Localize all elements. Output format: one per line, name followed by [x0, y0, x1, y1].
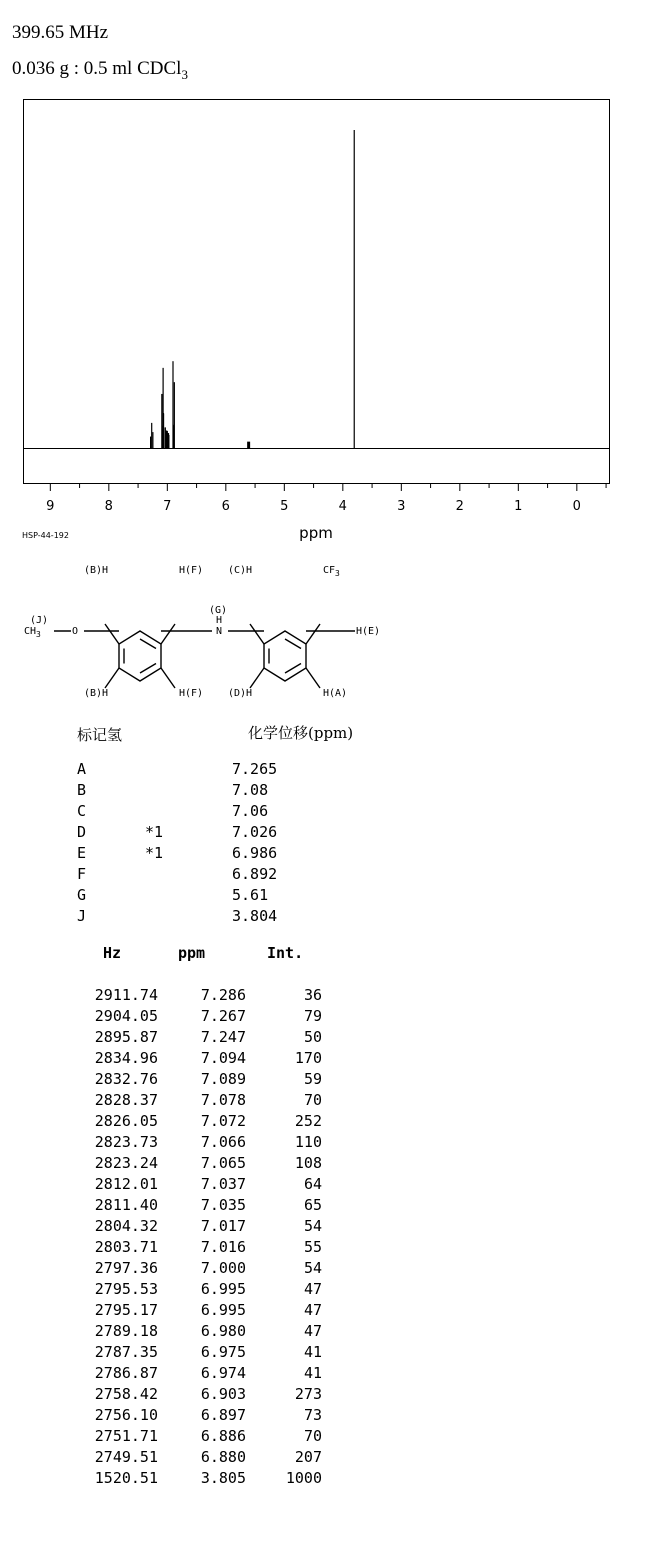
peak-ppm: 7.247	[200, 1028, 246, 1046]
peak-int: 50	[303, 1028, 322, 1046]
peak-ppm: 6.974	[200, 1364, 246, 1382]
peak-int: 47	[303, 1301, 322, 1319]
assignment-label: D	[77, 823, 87, 841]
assignment-note: *1	[145, 823, 164, 841]
x-tick-label: 3	[397, 499, 406, 514]
peak-ppm: 7.065	[200, 1154, 246, 1172]
assignment-shift: 6.986	[232, 844, 278, 862]
peak-ppm: 7.016	[200, 1238, 246, 1256]
cf3-subscript: 3	[335, 569, 340, 578]
peak-col-hz-header: Hz	[103, 944, 122, 962]
bh-bot-bond	[105, 668, 119, 688]
peak-ppm: 7.286	[200, 986, 246, 1004]
label-bh-bot: (B)H	[84, 688, 109, 699]
peak-ppm: 7.094	[200, 1049, 246, 1067]
peak-ppm: 7.017	[200, 1217, 246, 1235]
right-ring-double-1	[285, 639, 301, 649]
peak-hz: 2804.32	[94, 1217, 158, 1235]
assignment-col2-header: 化学位移(ppm)	[248, 724, 354, 742]
label-n: N	[216, 626, 223, 637]
assignment-shift: 7.06	[232, 802, 269, 820]
x-axis-ticks	[46, 484, 606, 514]
peak-int: 79	[303, 1007, 322, 1025]
assignment-label: C	[77, 802, 87, 820]
peak-hz: 1520.51	[94, 1469, 158, 1487]
peak-hz: 2786.87	[94, 1364, 158, 1382]
assignment-note: *1	[145, 844, 164, 862]
peak-int: 54	[303, 1217, 322, 1235]
peak-ppm: 7.066	[200, 1133, 246, 1151]
peak-ppm: 3.805	[200, 1469, 246, 1487]
peak-int: 55	[303, 1238, 322, 1256]
cf3-text: CF	[323, 565, 336, 576]
label-o: O	[72, 626, 79, 637]
ch3-subscript: 3	[36, 630, 41, 639]
x-tick-label: 5	[280, 499, 289, 514]
peak-hz: 2756.10	[94, 1406, 158, 1424]
ch-top-bond	[250, 624, 264, 644]
peak-hz: 2795.17	[94, 1301, 158, 1319]
x-tick-label: 6	[221, 499, 230, 514]
bonds	[54, 624, 355, 688]
x-tick-label: 0	[572, 499, 581, 514]
assignment-label: F	[77, 865, 87, 883]
hf-bot-bond	[161, 668, 175, 688]
peak-int: 47	[303, 1322, 322, 1340]
assignment-shift: 5.61	[232, 886, 269, 904]
bh-top-bond	[105, 624, 119, 644]
assignment-label: B	[77, 781, 87, 799]
peak-int: 59	[303, 1070, 322, 1088]
right-ring-double-2	[285, 664, 301, 674]
peak-ppm: 7.037	[200, 1175, 246, 1193]
x-tick-label: 7	[163, 499, 172, 514]
label-he: H(E)	[356, 626, 381, 637]
hf-top-bond	[161, 624, 175, 644]
assignment-shift: 7.265	[232, 760, 278, 778]
peak-col-ppm-header: ppm	[178, 944, 206, 962]
peak-lines	[151, 130, 355, 448]
peak-ppm: 7.089	[200, 1070, 246, 1088]
label-ch3	[24, 626, 41, 639]
peak-hz: 2789.18	[94, 1322, 158, 1340]
peak-hz: 2749.51	[94, 1448, 158, 1466]
ha-bot-bond	[306, 668, 320, 688]
peak-int: 273	[294, 1385, 322, 1403]
peak-int: 170	[294, 1049, 322, 1067]
peak-int: 41	[303, 1364, 322, 1382]
nmr-spectrum	[0, 0, 652, 555]
peak-col-int-header: Int.	[267, 944, 304, 962]
assignment-label: G	[77, 886, 87, 904]
ch3-text: CH	[24, 626, 37, 637]
assignment-shift: 6.892	[232, 865, 278, 883]
sample-code: HSP-44-192	[22, 531, 69, 540]
sample-text: 0.036 g : 0.5 ml CDCl	[12, 58, 182, 79]
peak-int: 207	[294, 1448, 322, 1466]
peak-hz: 2823.24	[94, 1154, 158, 1172]
peak-int: 47	[303, 1280, 322, 1298]
peak-hz: 2797.36	[94, 1259, 158, 1277]
peak-ppm: 6.995	[200, 1301, 246, 1319]
peak-ppm: 6.880	[200, 1448, 246, 1466]
peak-ppm: 6.897	[200, 1406, 246, 1424]
peak-ppm: 7.072	[200, 1112, 246, 1130]
peak-hz: 2828.37	[94, 1091, 158, 1109]
label-ha-bot: H(A)	[323, 688, 348, 699]
peak-hz: 2812.01	[94, 1175, 158, 1193]
peak-int: 73	[303, 1406, 322, 1424]
peak-int: 110	[294, 1133, 322, 1151]
molecular-structure	[0, 555, 420, 715]
assignment-label: E	[77, 844, 87, 862]
peak-int: 65	[303, 1196, 322, 1214]
peak-int: 70	[303, 1091, 322, 1109]
label-bh-top: (B)H	[84, 565, 109, 576]
peak-hz: 2834.96	[94, 1049, 158, 1067]
peak-ppm: 7.000	[200, 1259, 246, 1277]
assignment-label: A	[77, 760, 87, 778]
peak-ppm: 7.267	[200, 1007, 246, 1025]
label-ch-top: (C)H	[228, 565, 253, 576]
dh-bot-bond	[250, 668, 264, 688]
peak-ppm: 6.980	[200, 1322, 246, 1340]
assignment-label: J	[77, 907, 87, 925]
peak-int: 41	[303, 1343, 322, 1361]
peak-hz: 2911.74	[94, 986, 158, 1004]
label-g: (G)	[209, 605, 228, 616]
peak-hz: 2823.73	[94, 1133, 158, 1151]
peak-int: 108	[294, 1154, 322, 1172]
peak-int: 70	[303, 1427, 322, 1445]
peak-int: 36	[303, 986, 322, 1004]
peak-hz: 2803.71	[94, 1238, 158, 1256]
label-hf-bot: H(F)	[179, 688, 204, 699]
peak-ppm: 6.903	[200, 1385, 246, 1403]
peak-hz: 2904.05	[94, 1007, 158, 1025]
x-tick-label: 9	[46, 499, 55, 514]
peak-ppm: 6.995	[200, 1280, 246, 1298]
x-tick-label: 8	[104, 499, 113, 514]
label-hf-top: H(F)	[179, 565, 204, 576]
label-cf3	[323, 565, 340, 578]
label-nh-h: H	[216, 615, 223, 626]
x-tick-label: 1	[514, 499, 523, 514]
peak-hz: 2895.87	[94, 1028, 158, 1046]
x-axis-label: ppm	[299, 524, 333, 542]
peak-int: 64	[303, 1175, 322, 1193]
plot-frame	[24, 100, 610, 484]
sample-subscript: 3	[181, 67, 188, 82]
label-dh-bot: (D)H	[228, 688, 253, 699]
peak-hz: 2795.53	[94, 1280, 158, 1298]
peak-hz: 2811.40	[94, 1196, 158, 1214]
peak-ppm: 7.035	[200, 1196, 246, 1214]
peak-ppm: 6.886	[200, 1427, 246, 1445]
x-tick-label: 2	[455, 499, 464, 514]
peak-hz: 2826.05	[94, 1112, 158, 1130]
x-tick-label: 4	[338, 499, 347, 514]
peak-hz: 2832.76	[94, 1070, 158, 1088]
peak-ppm: 6.975	[200, 1343, 246, 1361]
peak-hz: 2758.42	[94, 1385, 158, 1403]
peak-ppm: 7.078	[200, 1091, 246, 1109]
assignment-shift: 7.08	[232, 781, 269, 799]
right-ring	[264, 631, 306, 681]
peak-int: 54	[303, 1259, 322, 1277]
left-ring	[119, 631, 161, 681]
peak-hz: 2751.71	[94, 1427, 158, 1445]
peak-hz: 2787.35	[94, 1343, 158, 1361]
spectrometer-frequency: 399.65 MHz	[12, 22, 109, 43]
assignment-shift: 3.804	[232, 907, 278, 925]
assignment-col1-header: 标记氢	[77, 726, 123, 744]
peak-int: 1000	[285, 1469, 322, 1487]
label-j: (J)	[30, 615, 49, 626]
assignment-shift: 7.026	[232, 823, 278, 841]
left-ring-double-2	[140, 664, 156, 674]
cf3-bond	[306, 624, 320, 644]
peak-int: 252	[294, 1112, 322, 1130]
left-ring-double-1	[140, 639, 156, 649]
